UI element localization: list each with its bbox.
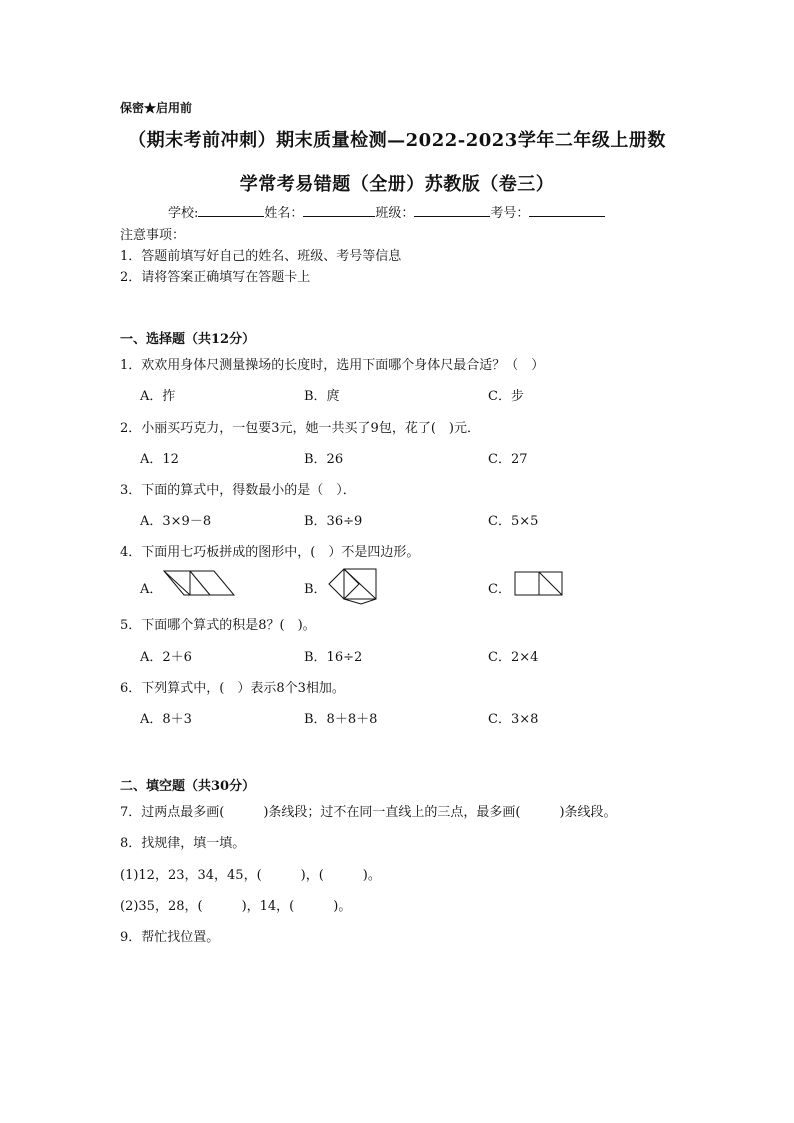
question-stem: 4．下面用七巧板拼成的图形中，( ）不是四边形。 xyxy=(120,545,420,560)
fill-question-line: 7．过两点最多画( )条线段；过不在同一直线上的三点，最多画( )条线段。 xyxy=(120,805,617,820)
question-stem: 3．下面的算式中，得数最小的是（ ）． xyxy=(120,483,356,498)
option-a[interactable]: A．8＋3 xyxy=(140,712,192,727)
tangram-shape-c-icon xyxy=(514,571,564,597)
fill-question-line: 8．找规律，填一填。 xyxy=(120,836,246,851)
school-label: 学校: xyxy=(168,206,199,221)
name-blank[interactable] xyxy=(303,203,375,217)
option-b[interactable]: B． xyxy=(304,582,327,597)
fill-question-line: (1)12，23，34，45，( )，( )。 xyxy=(120,868,381,883)
name-label: 姓名： xyxy=(264,206,304,221)
question-stem: 6．下列算式中，( ）表示8个3相加。 xyxy=(120,681,345,696)
school-blank[interactable] xyxy=(198,203,264,217)
option-a[interactable]: A．2＋6 xyxy=(140,650,192,665)
option-a[interactable]: A． xyxy=(140,582,163,597)
class-blank[interactable] xyxy=(414,203,490,217)
option-c[interactable]: C．5×5 xyxy=(488,514,539,529)
option-a[interactable]: A．12 xyxy=(140,452,179,467)
class-label: 班级： xyxy=(375,206,415,221)
secret-label: 保密★启用前 xyxy=(120,101,193,115)
tangram-shape-b-icon xyxy=(327,567,381,605)
question-stem: 1．欢欢用身体尺测量操场的长度时，选用下面哪个身体尺最合适？（ ） xyxy=(120,358,545,373)
exam-title-line2: 学常考易错题（全册）苏教版（卷三） xyxy=(239,174,555,195)
question-stem: 2．小丽买巧克力，一包要3元，她一共买了9包，花了( )元． xyxy=(120,421,480,436)
option-b[interactable]: B．16÷2 xyxy=(304,650,363,665)
notes-item: 2．请将答案正确填写在答题卡上 xyxy=(120,270,311,285)
option-b[interactable]: B．36÷9 xyxy=(304,514,363,529)
option-b[interactable]: B．庹 xyxy=(304,389,340,404)
notes-heading: 注意事项： xyxy=(120,228,186,243)
section-heading-choice: 一、选择题（共12分） xyxy=(120,332,256,347)
fill-question-line: 9．帮忙找位置。 xyxy=(120,930,220,945)
student-info-row xyxy=(168,202,605,221)
option-c[interactable]: C．27 xyxy=(488,452,528,467)
option-c[interactable]: C． xyxy=(488,582,511,597)
exam-no-blank[interactable] xyxy=(529,203,605,217)
notes-item: 1．答题前填写好自己的姓名、班级、考号等信息 xyxy=(120,249,402,264)
option-c[interactable]: C．3×8 xyxy=(488,712,539,727)
question-stem: 5．下面哪个算式的积是8？( )。 xyxy=(120,618,316,633)
exam-title-line1: （期末考前冲刺）期末质量检测—2022-2023学年二年级上册数 xyxy=(128,130,666,151)
exam-no-label: 考号： xyxy=(490,206,530,221)
option-b[interactable]: B．26 xyxy=(304,452,344,467)
option-a[interactable]: A．拃 xyxy=(140,389,176,404)
fill-question-line: (2)35，28，( )，14，( )。 xyxy=(120,899,352,914)
option-c[interactable]: C．步 xyxy=(488,389,524,404)
option-b[interactable]: B．8＋8＋8 xyxy=(304,712,378,727)
tangram-shape-a-icon xyxy=(162,570,236,596)
section-heading-fill: 二、填空题（共30分） xyxy=(120,779,256,794)
option-a[interactable]: A．3×9－8 xyxy=(140,514,212,529)
option-c[interactable]: C．2×4 xyxy=(488,650,539,665)
